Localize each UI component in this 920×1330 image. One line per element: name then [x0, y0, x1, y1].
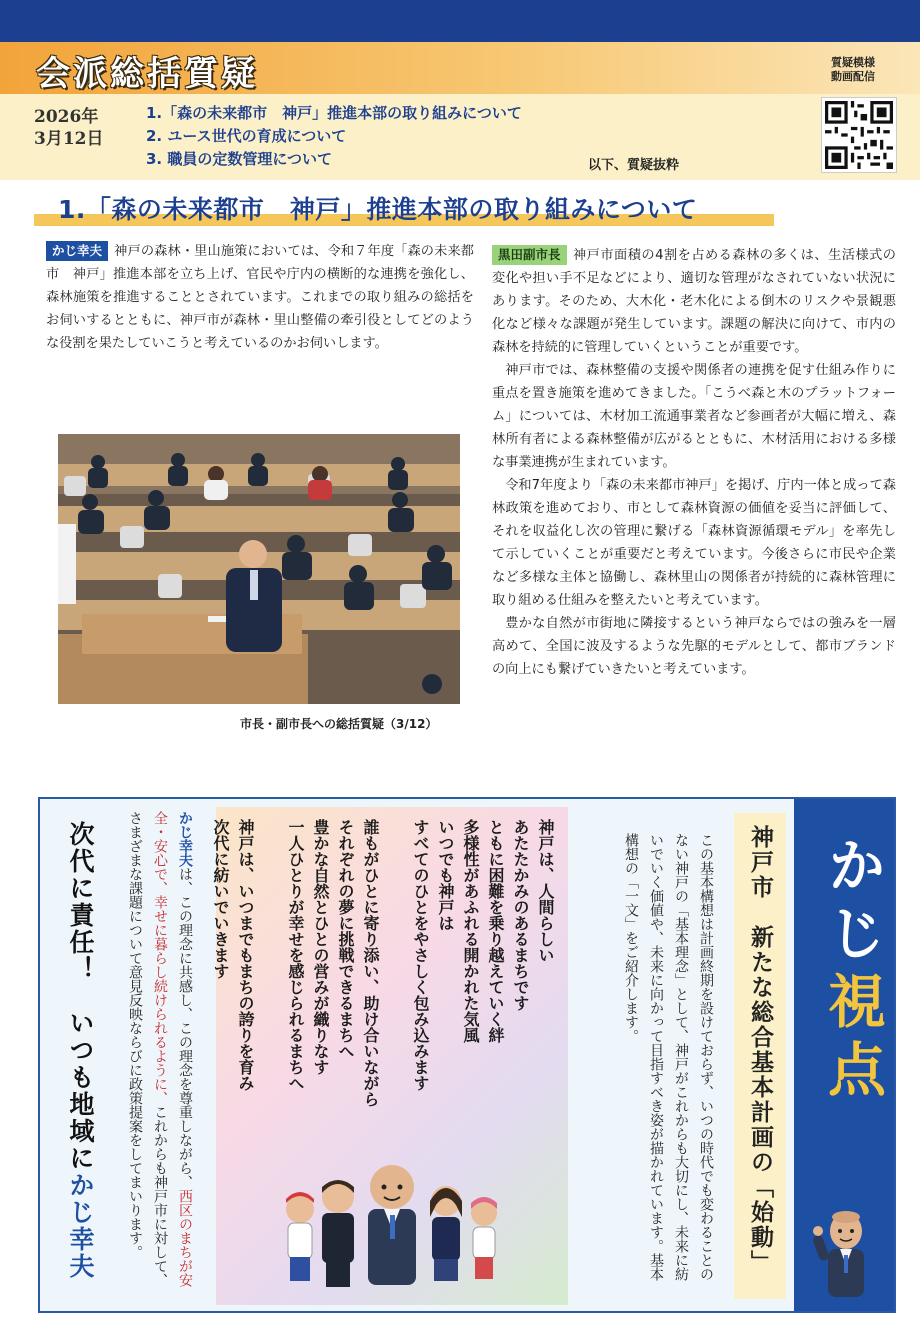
principle-line [383, 819, 408, 1199]
commit-text-3: これからも神戸市に対して、さまざまな課題について意見反映ならびに政策提案をしてまいります。 [127, 811, 168, 1287]
commitment-text [122, 811, 197, 1289]
slogan-text: 次代に責任！ いつも地域に [66, 821, 95, 1172]
topic-item: 3. 職員の定数管理について [146, 150, 333, 168]
commit-text-2: 西区のまちが安全・安心で、幸せに暮らし続けられるように、 [152, 811, 193, 1287]
qr-caption-line2: 動画配信 [831, 70, 875, 83]
child-character-left [286, 1192, 314, 1281]
plan-intro-text: この基本構想は計画終期を設けておらず、いつの時代でも変わることのない神戸の「基本理念」として、神戸がこれからも大切にし、未来に紡いでいく価値や、未来に向かって目指すべき姿が描かれています。基本構想の「一文」をご紹介します。 [623, 833, 714, 1281]
principle-line: 多様性があふれる開かれた気風 [461, 819, 480, 1043]
question-column [46, 240, 474, 355]
answer-text: 神戸市面積の4割を占める森林の多くは、生活様式の変化や担い手不足などにより、適切な管理がなされていない状況にあります。そのため、大木化・老木化による倒木のリスクや景観悪化など様々な課題が発生しています。課題の解決に向けて、市内の森林を持続的に管理していくということが重要です。 [492, 248, 896, 355]
principle-line: 次代に紡いでいきます [211, 819, 230, 979]
commit-name: かじ幸夫 [177, 811, 193, 867]
principle-line: 一人ひとりが幸せを感じられるまちへ [286, 819, 305, 1091]
answer-paragraph: 豊かな自然が市街地に隣接するという神戸ならではの強みを一層高めて、全国に波及するような先駆的モデルとして、都市ブランドの向上にも繋げていきたいと考えています。 [492, 616, 896, 677]
answer-paragraph [492, 244, 896, 359]
header-band [0, 42, 920, 94]
top-color-bar [0, 0, 920, 42]
topic-item: 2. ユース世代の育成について [146, 127, 347, 145]
kaji-viewpoint-panel [38, 797, 896, 1313]
question-paragraph [46, 240, 474, 355]
date-day: 3月12日 [34, 129, 104, 149]
question-text: 神戸の森林・里山施策においては、令和７年度「森の未来都市 神戸」推進本部を立ち上げ、官民や庁内の横断的な連携を強化し、森林施策を推進することとされています。これまでの取り組みの総括をお伺いするとともに、神戸市が森林・里山整備の牽引役としてどのような役割を果たしていこうと考えているのかお伺いします。 [46, 244, 474, 351]
principle-line: 神戸は、いつまでもまちの誇りを育み [236, 819, 255, 1091]
speaker-tag-kuroda: 黒田副市長 [492, 245, 567, 265]
qr-caption [808, 56, 898, 84]
section-heading [34, 190, 774, 228]
plan-title-box [734, 813, 786, 1299]
basic-principle-text [208, 819, 558, 1199]
principle-line: 神戸は、人間らしい [536, 819, 555, 963]
page-title: 会派総括質疑 [36, 54, 258, 94]
date [34, 106, 104, 150]
principle-line: あたたかみのあるまちです [511, 819, 530, 1011]
info-band [0, 94, 920, 180]
kaji-character [368, 1165, 416, 1285]
kaji-viewpoint-title [794, 835, 894, 1107]
assembly-photo [58, 434, 460, 704]
topic-item: 1.「森の未来都市 神戸」推進本部の取り組みについて [146, 104, 522, 122]
principle-line: それぞれの夢に挑戦できるまちへ [336, 819, 355, 1059]
student-character-boy [322, 1180, 354, 1287]
kaji-avatar-illustration [810, 1201, 876, 1301]
student-character-girl [430, 1186, 462, 1281]
photo-caption: 市長・副市長への総括質疑（3/12） [240, 717, 438, 731]
basic-principle-box [211, 807, 568, 1305]
slogan [60, 821, 100, 1291]
commit-text-1: は、この理念に共感し、この理念を尊重しながら、 [177, 867, 193, 1189]
qr-code-pattern [825, 101, 893, 169]
speaker-tag-kaji: かじ幸夫 [46, 241, 108, 261]
principle-line: 豊かな自然とひとの営みが織りなす [311, 819, 330, 1075]
topic-list [146, 102, 522, 171]
excerpt-note: 以下、質疑抜粋 [588, 158, 680, 173]
answer-paragraph: 神戸市では、森林整備の支援や関係者の連携を促す仕組み作りに重点を置き施策を進めてきました。「こうべ森と木のプラットフォーム」については、木材加工流通事業者など参画者が大幅に増え、森林所有者による森林整備が広がるとともに、木材活用における多様な事業連携が生まれています。 [492, 363, 896, 470]
qr-code[interactable] [822, 98, 896, 172]
qr-caption-line1: 質疑模様 [831, 56, 875, 69]
slogan-name: かじ幸夫 [66, 1172, 95, 1280]
child-character-right [471, 1197, 497, 1279]
principle-line: いつでも神戸は [436, 819, 455, 931]
date-year: 2026年 [34, 107, 99, 127]
kaji-viewpoint-title-strip [794, 799, 894, 1311]
answer-column [492, 244, 896, 681]
principle-line: ともに困難を乗り越えていく絆 [486, 819, 505, 1043]
character-group-illustration [276, 1145, 508, 1295]
principle-line [258, 819, 283, 1199]
kaji-title-part2: 視点 [818, 971, 886, 1107]
section-heading-text: 1.「森の未来都市 神戸」推進本部の取り組みについて [58, 195, 698, 224]
principle-line: すべてのひとをやさしく包み込みます [411, 819, 430, 1091]
answer-paragraph: 令和7年度より「森の未来都市神戸」を掲げ、庁内一体と成って森林政策を進めており、市として森林資源の価値を妥当に評価して、それを収益化し次の管理に繋げる「森林資源循環モデル」を率先して示していくことが重要だと考えています。今後さらに市民や企業など多様な主体と協働し、森林里山の関係者が持続的に森林管理に取り組める仕組みを整えたいと考えています。 [492, 478, 896, 608]
assembly-photo-image [58, 434, 460, 704]
principle-line: 誰もがひとに寄り添い、助け合いながら [361, 819, 380, 1107]
plan-title: 神戸市 新たな総合基本計画の「始動」 [747, 825, 773, 1275]
kaji-title-part1: かじ [818, 835, 886, 971]
